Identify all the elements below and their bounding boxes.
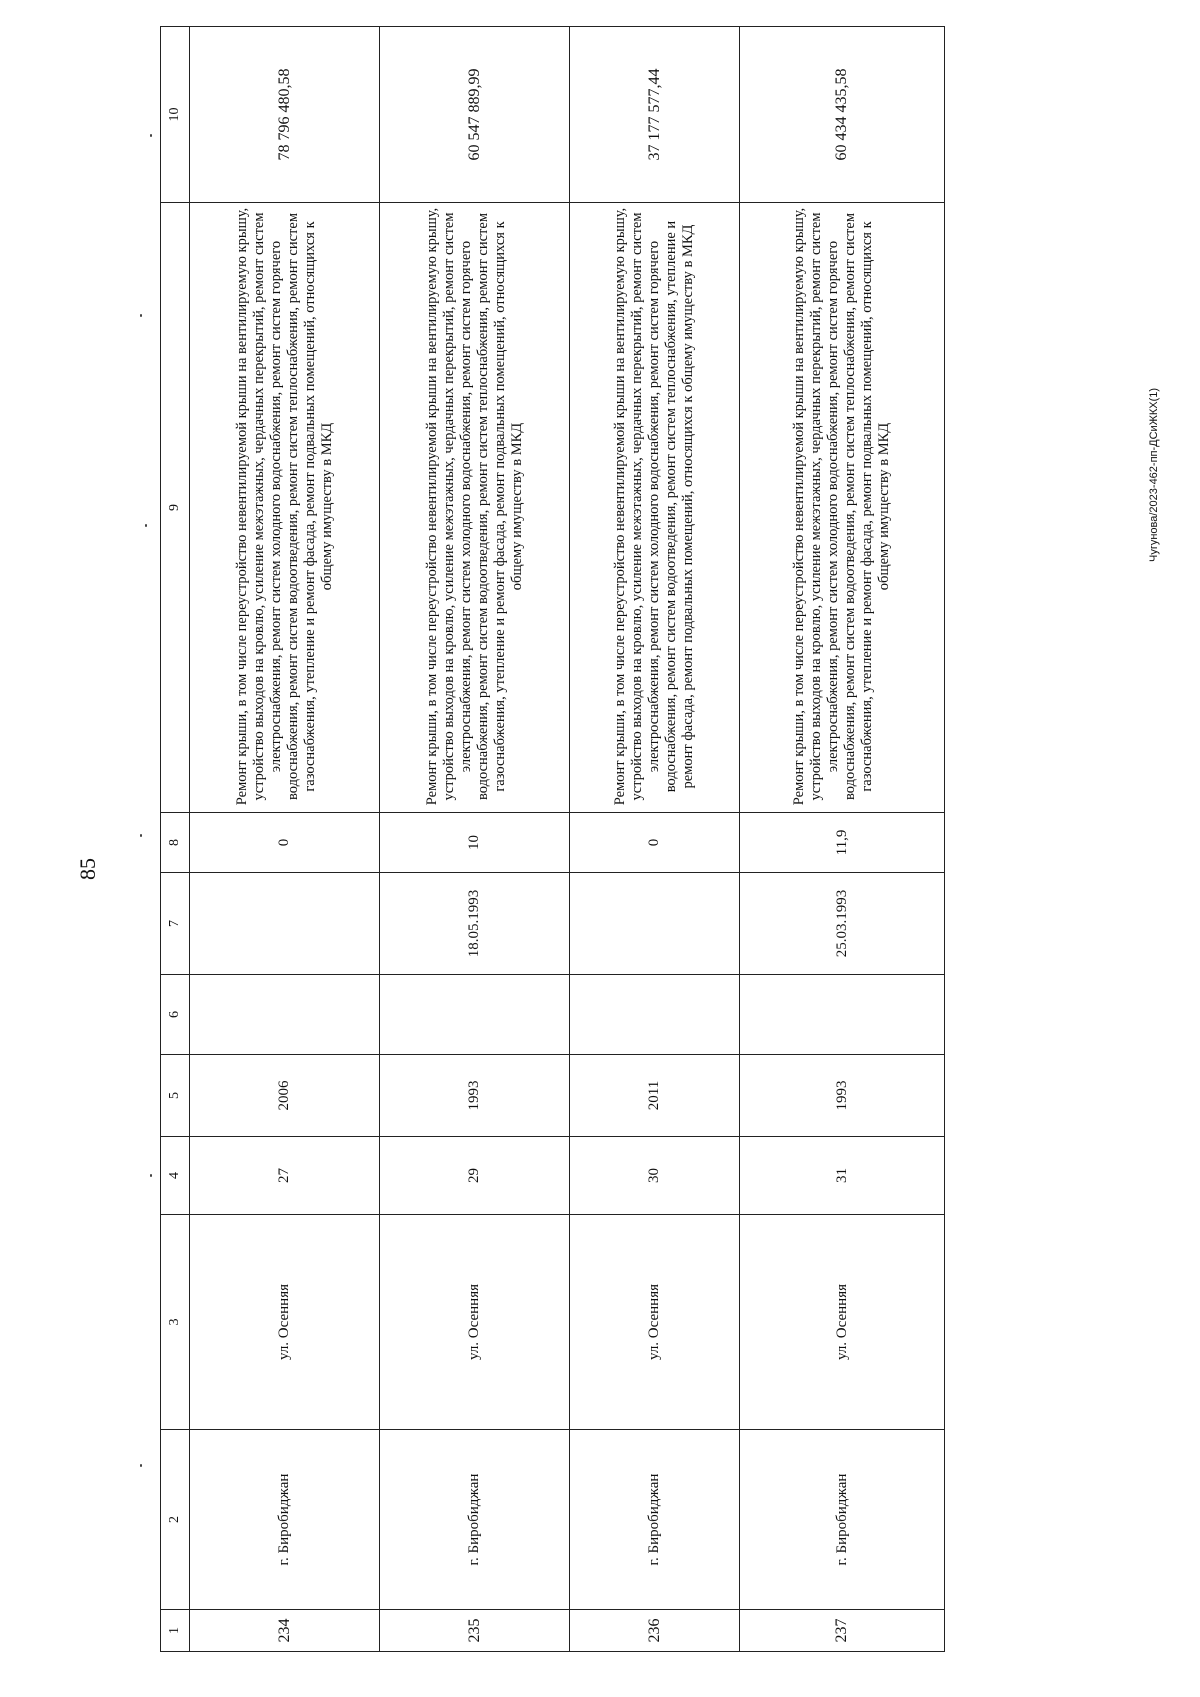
works-table (160, 26, 945, 1652)
column-header: 5 (161, 1055, 190, 1137)
date-cell (570, 873, 740, 975)
column-8-cell: 11,9 (740, 813, 945, 873)
house-number-cell: 29 (380, 1137, 570, 1215)
row-number: 235 (380, 1610, 570, 1652)
city-cell: г. Биробиджан (190, 1430, 380, 1610)
table-row (380, 27, 570, 1652)
column-6-cell (190, 975, 380, 1055)
cost-cell: 78 796 480,58 (190, 27, 380, 203)
street-cell: ул. Осенняя (740, 1215, 945, 1430)
column-header: 9 (161, 203, 190, 813)
row-number: 236 (570, 1610, 740, 1652)
document-id: Чугунова/2023-462-пп-ДСиЖКХ(1) (1148, 387, 1160, 562)
row-number: 237 (740, 1610, 945, 1652)
scan-speck (145, 524, 147, 527)
works-description-cell: Ремонт крыши, в том числе переустройство невентилируемой крыши на вентилируемую крышу, устройство выходов на кровлю, усиление межэтажных, чердачных перекрытий, ремонт систем электроснабжения, ремонт систем холодного водоснабжения, ремонт систем горячего водоснабжения, ремонт систем водоотведения, ремонт систем теплоснабжения, ремонт систем газоснабжения, утепление и ремонт фасада, ремонт подвальных помещений, относящихся к общему имуществу в МКД (740, 203, 945, 813)
column-8-cell: 0 (190, 813, 380, 873)
column-header: 2 (161, 1430, 190, 1610)
street-cell: ул. Осенняя (570, 1215, 740, 1430)
column-number-row (161, 27, 190, 1652)
page-number: 85 (75, 858, 100, 880)
column-header: 6 (161, 975, 190, 1055)
column-header: 4 (161, 1137, 190, 1215)
scan-speck (140, 834, 142, 837)
scan-speck (140, 314, 142, 317)
street-cell: ул. Осенняя (380, 1215, 570, 1430)
works-description-cell: Ремонт крыши, в том числе переустройство невентилируемой крыши на вентилируемую крышу, устройство выходов на кровлю, усиление межэтажных, чердачных перекрытий, ремонт систем электроснабжения, ремонт систем холодного водоснабжения, ремонт систем горячего водоснабжения, ремонт систем водоотведения, ремонт систем теплоснабжения, ремонт систем газоснабжения, утепление и ремонт фасада, ремонт подвальных помещений, относящихся к общему имуществу в МКД (190, 203, 380, 813)
build-year-cell: 1993 (380, 1055, 570, 1137)
city-cell: г. Биробиджан (570, 1430, 740, 1610)
column-header: 3 (161, 1215, 190, 1430)
house-number-cell: 27 (190, 1137, 380, 1215)
scan-speck (140, 1464, 142, 1467)
city-cell: г. Биробиджан (380, 1430, 570, 1610)
table-row (570, 27, 740, 1652)
build-year-cell: 2011 (570, 1055, 740, 1137)
date-cell: 25.03.1993 (740, 873, 945, 975)
table-row (190, 27, 380, 1652)
column-6-cell (570, 975, 740, 1055)
date-cell: 18.05.1993 (380, 873, 570, 975)
row-number: 234 (190, 1610, 380, 1652)
column-8-cell: 10 (380, 813, 570, 873)
works-description-cell: Ремонт крыши, в том числе переустройство невентилируемой крыши на вентилируемую крышу, устройство выходов на кровлю, усиление межэтажных, чердачных перекрытий, ремонт систем электроснабжения, ремонт систем холодного водоснабжения, ремонт систем горячего водоснабжения, ремонт систем водоотведения, ремонт систем теплоснабжения, утепление и ремонт фасада, ремонт подвальных помещений, относящихся к общему имуществу в МКД (570, 203, 740, 813)
column-6-cell (740, 975, 945, 1055)
works-description-cell: Ремонт крыши, в том числе переустройство невентилируемой крыши на вентилируемую крышу, устройство выходов на кровлю, усиление межэтажных, чердачных перекрытий, ремонт систем электроснабжения, ремонт систем холодного водоснабжения, ремонт систем горячего водоснабжения, ремонт систем водоотведения, ремонт систем теплоснабжения, ремонт систем газоснабжения, утепление и ремонт фасада, ремонт подвальных помещений, относящихся к общему имуществу в МКД (380, 203, 570, 813)
build-year-cell: 1993 (740, 1055, 945, 1137)
street-cell: ул. Осенняя (190, 1215, 380, 1430)
column-8-cell: 0 (570, 813, 740, 873)
city-cell: г. Биробиджан (740, 1430, 945, 1610)
table-row (740, 27, 945, 1652)
build-year-cell: 2006 (190, 1055, 380, 1137)
date-cell (190, 873, 380, 975)
column-header: 8 (161, 813, 190, 873)
house-number-cell: 30 (570, 1137, 740, 1215)
cost-cell: 60 547 889,99 (380, 27, 570, 203)
column-6-cell (380, 975, 570, 1055)
cost-cell: 60 434 435,58 (740, 27, 945, 203)
column-header: 7 (161, 873, 190, 975)
scan-speck (150, 1174, 152, 1177)
house-number-cell: 31 (740, 1137, 945, 1215)
column-header: 1 (161, 1610, 190, 1652)
scan-speck (150, 134, 152, 137)
column-header: 10 (161, 27, 190, 203)
cost-cell: 37 177 577,44 (570, 27, 740, 203)
